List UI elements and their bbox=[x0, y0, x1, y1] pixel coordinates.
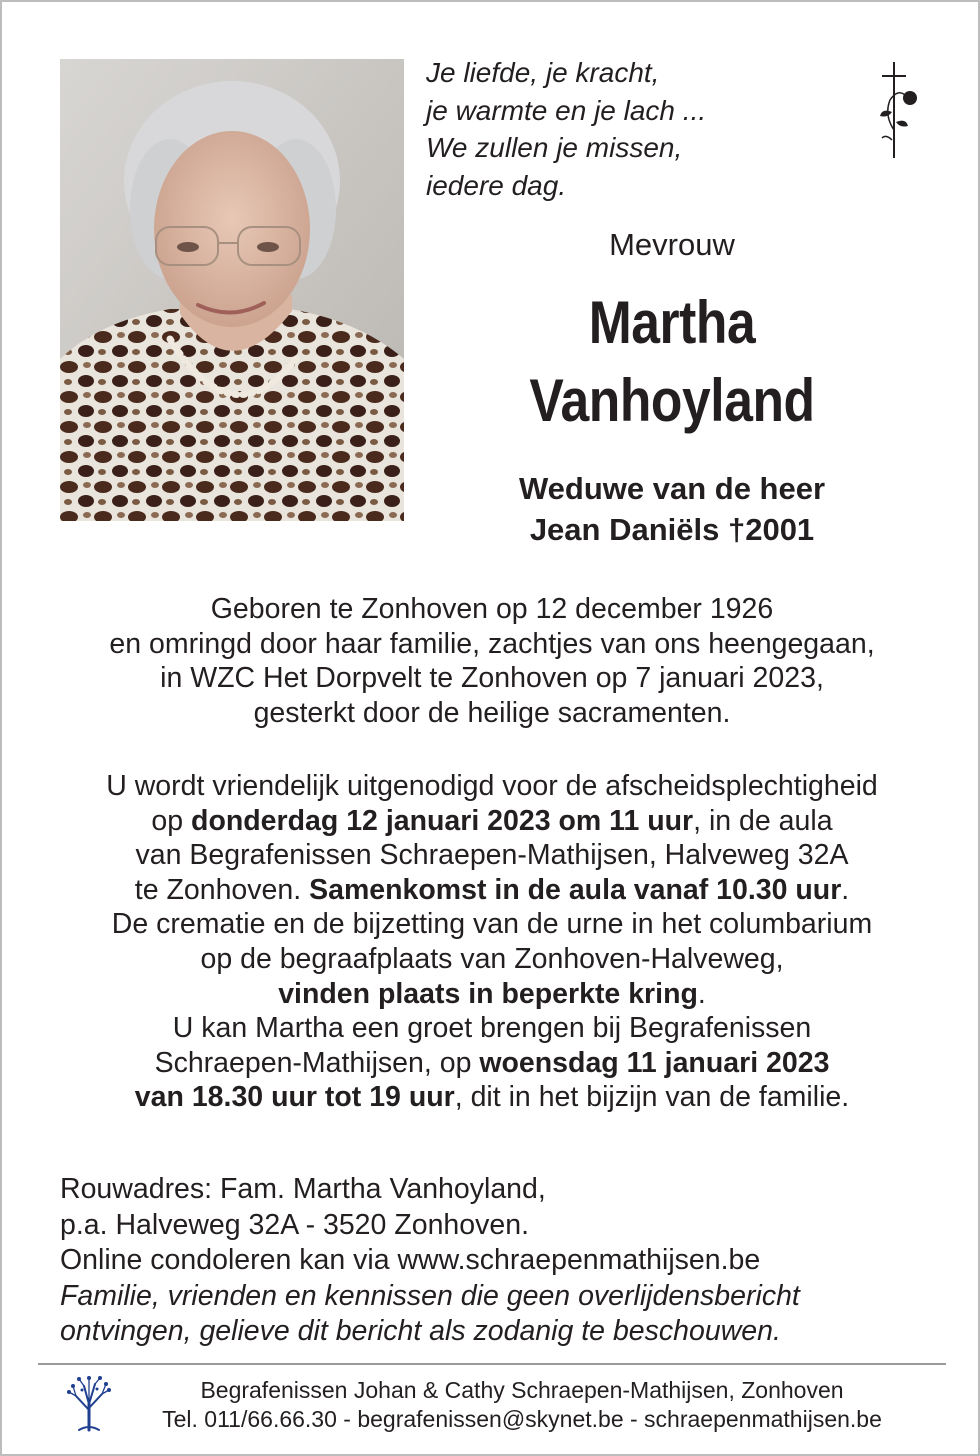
text-line bbox=[32, 1046, 952, 1081]
text-line: Geboren te Zonhoven op 12 december 1926 bbox=[210, 593, 774, 625]
divider bbox=[38, 1363, 946, 1365]
text-line: ontvingen, gelieve dit bericht als zodanig te beschouwen. bbox=[60, 1315, 781, 1347]
ceremony-paragraph bbox=[32, 769, 952, 1115]
text-line: Familie, vrienden en kennissen die geen overlijdensbericht bbox=[60, 1279, 800, 1312]
text-segment: , dit in het bijzijn van de familie. bbox=[454, 1081, 850, 1114]
spouse-line: Jean Daniëls †2001 bbox=[529, 512, 815, 547]
portrait-illustration bbox=[60, 59, 404, 521]
visit-time: van 18.30 uur tot 19 uur bbox=[134, 1081, 455, 1114]
cross-with-rose-icon bbox=[872, 60, 922, 165]
text-line bbox=[32, 1080, 952, 1115]
text-line bbox=[32, 977, 952, 1012]
text-line: van Begrafenissen Schraepen-Mathijsen, Halveweg 32A bbox=[135, 839, 849, 872]
poem-line: iedere dag. bbox=[426, 169, 567, 201]
text-line: U wordt vriendelijk uitgenodigd voor de afscheidsplechtigheid bbox=[106, 770, 878, 802]
text-line: in WZC Het Dorpvelt te Zonhoven op 7 januari 2023, bbox=[160, 662, 824, 695]
poem-line: We zullen je missen, bbox=[426, 132, 683, 163]
condolence-line: Online condoleren kan via www.schraepenmathijsen.be bbox=[60, 1244, 761, 1276]
mourning-address bbox=[60, 1172, 800, 1350]
widow-of bbox=[452, 468, 892, 550]
ceremony-date: donderdag 12 januari 2023 om 11 uur bbox=[191, 804, 694, 837]
text-line: De crematie en de bijzetting van de urne in het columbarium bbox=[111, 908, 873, 941]
text-line bbox=[32, 873, 952, 908]
text-segment: . bbox=[841, 873, 850, 906]
salutation: Mevrouw bbox=[609, 227, 735, 262]
text-line: en omringd door haar familie, zachtjes van ons heengegaan, bbox=[109, 627, 875, 660]
text-line bbox=[32, 804, 952, 839]
poem-line: je warmte en je lach ... bbox=[426, 94, 707, 126]
deceased-title bbox=[452, 224, 892, 550]
deceased-name bbox=[483, 284, 861, 440]
text-segment: . bbox=[697, 977, 706, 1010]
text-line: Rouwadres: Fam. Martha Vanhoyland, bbox=[60, 1173, 546, 1205]
text-line: U kan Martha een groet brengen bij Begrafenissen bbox=[172, 1012, 812, 1045]
private-ceremony: vinden plaats in beperkte kring bbox=[278, 977, 698, 1010]
funeral-home-contact: Tel. 011/66.66.30 - begrafenissen@skynet.be - schraepenmathijsen.be bbox=[162, 1406, 882, 1432]
text-segment: te Zonhoven. bbox=[134, 873, 310, 906]
text-line: op de begraafplaats van Zonhoven-Halveweg, bbox=[200, 942, 784, 975]
text-segment: op bbox=[151, 804, 192, 837]
portrait-photo bbox=[60, 59, 404, 521]
visit-date: woensdag 11 januari 2023 bbox=[479, 1046, 830, 1079]
funeral-home-name: Begrafenissen Johan & Cathy Schraepen-Mathijsen, Zonhoven bbox=[200, 1377, 844, 1403]
text-line: p.a. Halveweg 32A - 3520 Zonhoven. bbox=[60, 1208, 529, 1241]
funeral-home-footer bbox=[102, 1376, 942, 1434]
last-name: Vanhoyland bbox=[529, 367, 815, 434]
memorial-poem bbox=[426, 54, 706, 204]
widow-line: Weduwe van de heer bbox=[518, 471, 826, 506]
gathering-time: Samenkomst in de aula vanaf 10.30 uur bbox=[309, 873, 842, 906]
text-segment: Schraepen-Mathijsen, op bbox=[154, 1046, 480, 1079]
poem-line: Je liefde, je kracht, bbox=[426, 57, 660, 88]
birth-death-paragraph bbox=[32, 592, 952, 730]
text-line: gesterkt door de heilige sacramenten. bbox=[253, 696, 731, 729]
first-name: Martha bbox=[588, 289, 756, 356]
text-segment: , in de aula bbox=[693, 804, 833, 837]
